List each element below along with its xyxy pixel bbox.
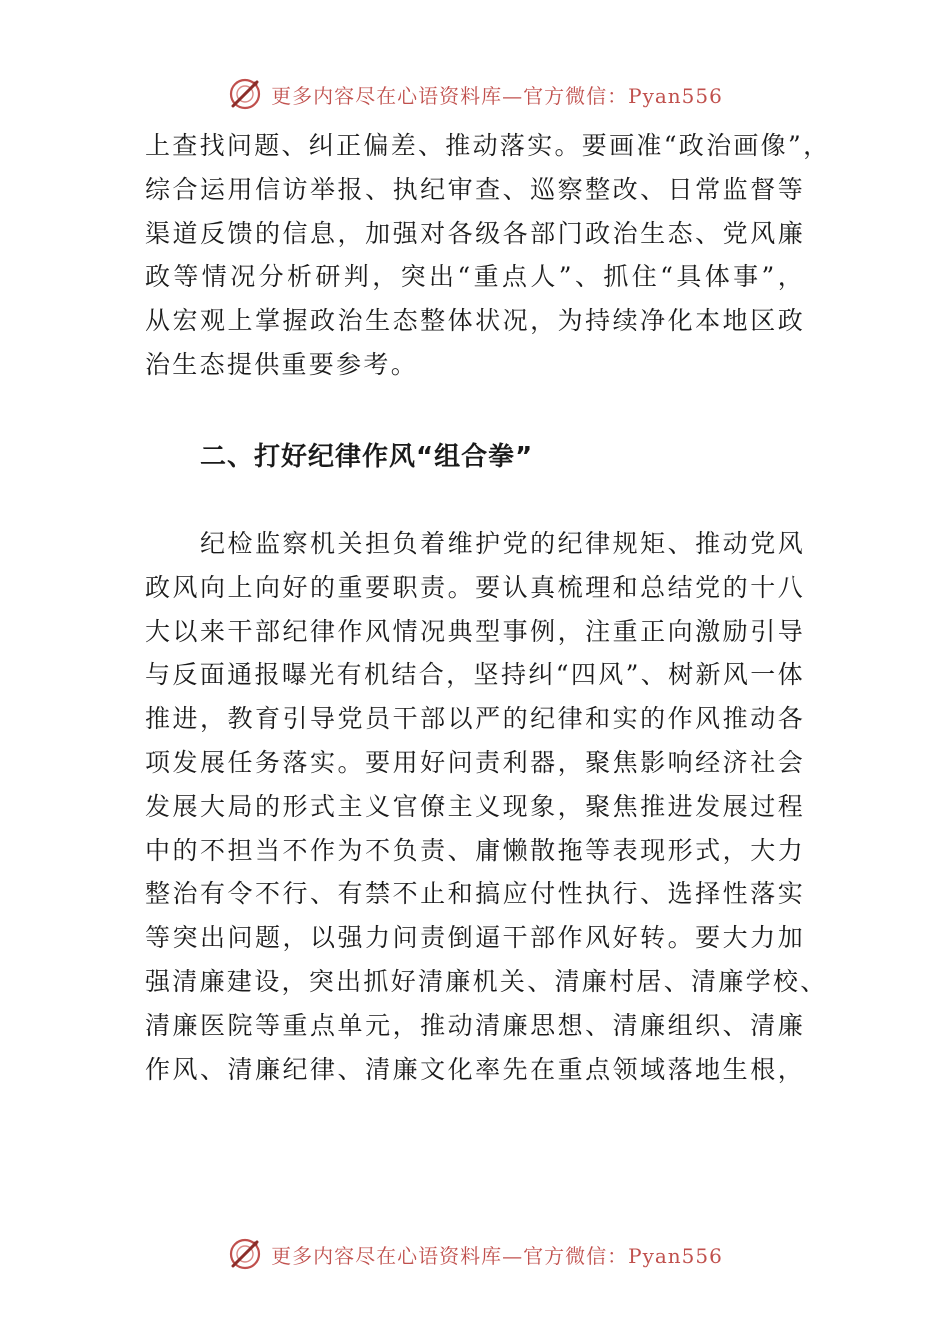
header-banner [0, 72, 950, 116]
paragraph-line: 强清廉建设，突出抓好清廉机关、清廉村居、清廉学校、 [145, 966, 828, 996]
paragraph-line: 等突出问题，以强力问责倒逼干部作风好转。要大力加 [145, 923, 805, 953]
section-heading: 二、打好纪律作风“组合拳” [200, 442, 534, 472]
paragraph-line: 推进，教育引导党员干部以严的纪律和实的作风推动各 [145, 704, 805, 734]
paragraph-line: 政风向上向好的重要职责。要认真梳理和总结党的十八 [145, 572, 805, 602]
pen-circle-logo-icon [227, 76, 263, 112]
paragraph-line: 政等情况分析研判，突出“重点人”、抓住“具体事”， [145, 262, 805, 292]
paragraph-line: 从宏观上掌握政治生态整体状况，为持续净化本地区政 [145, 306, 805, 336]
paragraph-2 [145, 522, 828, 1091]
paragraph-line: 作风、清廉纪律、清廉文化率先在重点领域落地生根， [145, 1054, 805, 1084]
pen-circle-logo-icon [227, 1236, 263, 1272]
paragraph-line: 发展大局的形式主义官僚主义现象，聚焦推进发展过程 [145, 791, 805, 821]
paragraph-line: 治生态提供重要参考。 [145, 349, 419, 379]
header-banner-text: 更多内容尽在心语资料库—官方微信：Pyan556 [271, 83, 723, 108]
paragraph-line: 上查找问题、纠正偏差、推动落实。要画准“政治画像”， [145, 131, 831, 160]
paragraph-line: 渠道反馈的信息，加强对各级各部门政治生态、党风廉 [145, 218, 805, 248]
paragraph-1 [145, 124, 831, 387]
paragraph-line: 与反面通报曝光有机结合，坚持纠“四风”、树新风一体 [145, 660, 805, 690]
paragraph-line: 清廉医院等重点单元，推动清廉思想、清廉组织、清廉 [145, 1010, 805, 1040]
paragraph-line: 综合运用信访举报、执纪审查、巡察整改、日常监督等 [145, 174, 805, 204]
paragraph-line: 整治有令不行、有禁不止和搞应付性执行、选择性落实 [145, 879, 805, 909]
footer-banner [0, 1232, 950, 1276]
paragraph-line: 中的不担当不作为不负责、庸懒散拖等表现形式，大力 [145, 835, 805, 865]
paragraph-line: 项发展任务落实。要用好问责利器，聚焦影响经济社会 [145, 747, 805, 777]
footer-banner-text: 更多内容尽在心语资料库—官方微信：Pyan556 [271, 1243, 723, 1268]
paragraph-line: 大以来干部纪律作风情况典型事例，注重正向激励引导 [145, 616, 805, 646]
paragraph-line: 纪检监察机关担负着维护党的纪律规矩、推动党风 [145, 529, 805, 558]
